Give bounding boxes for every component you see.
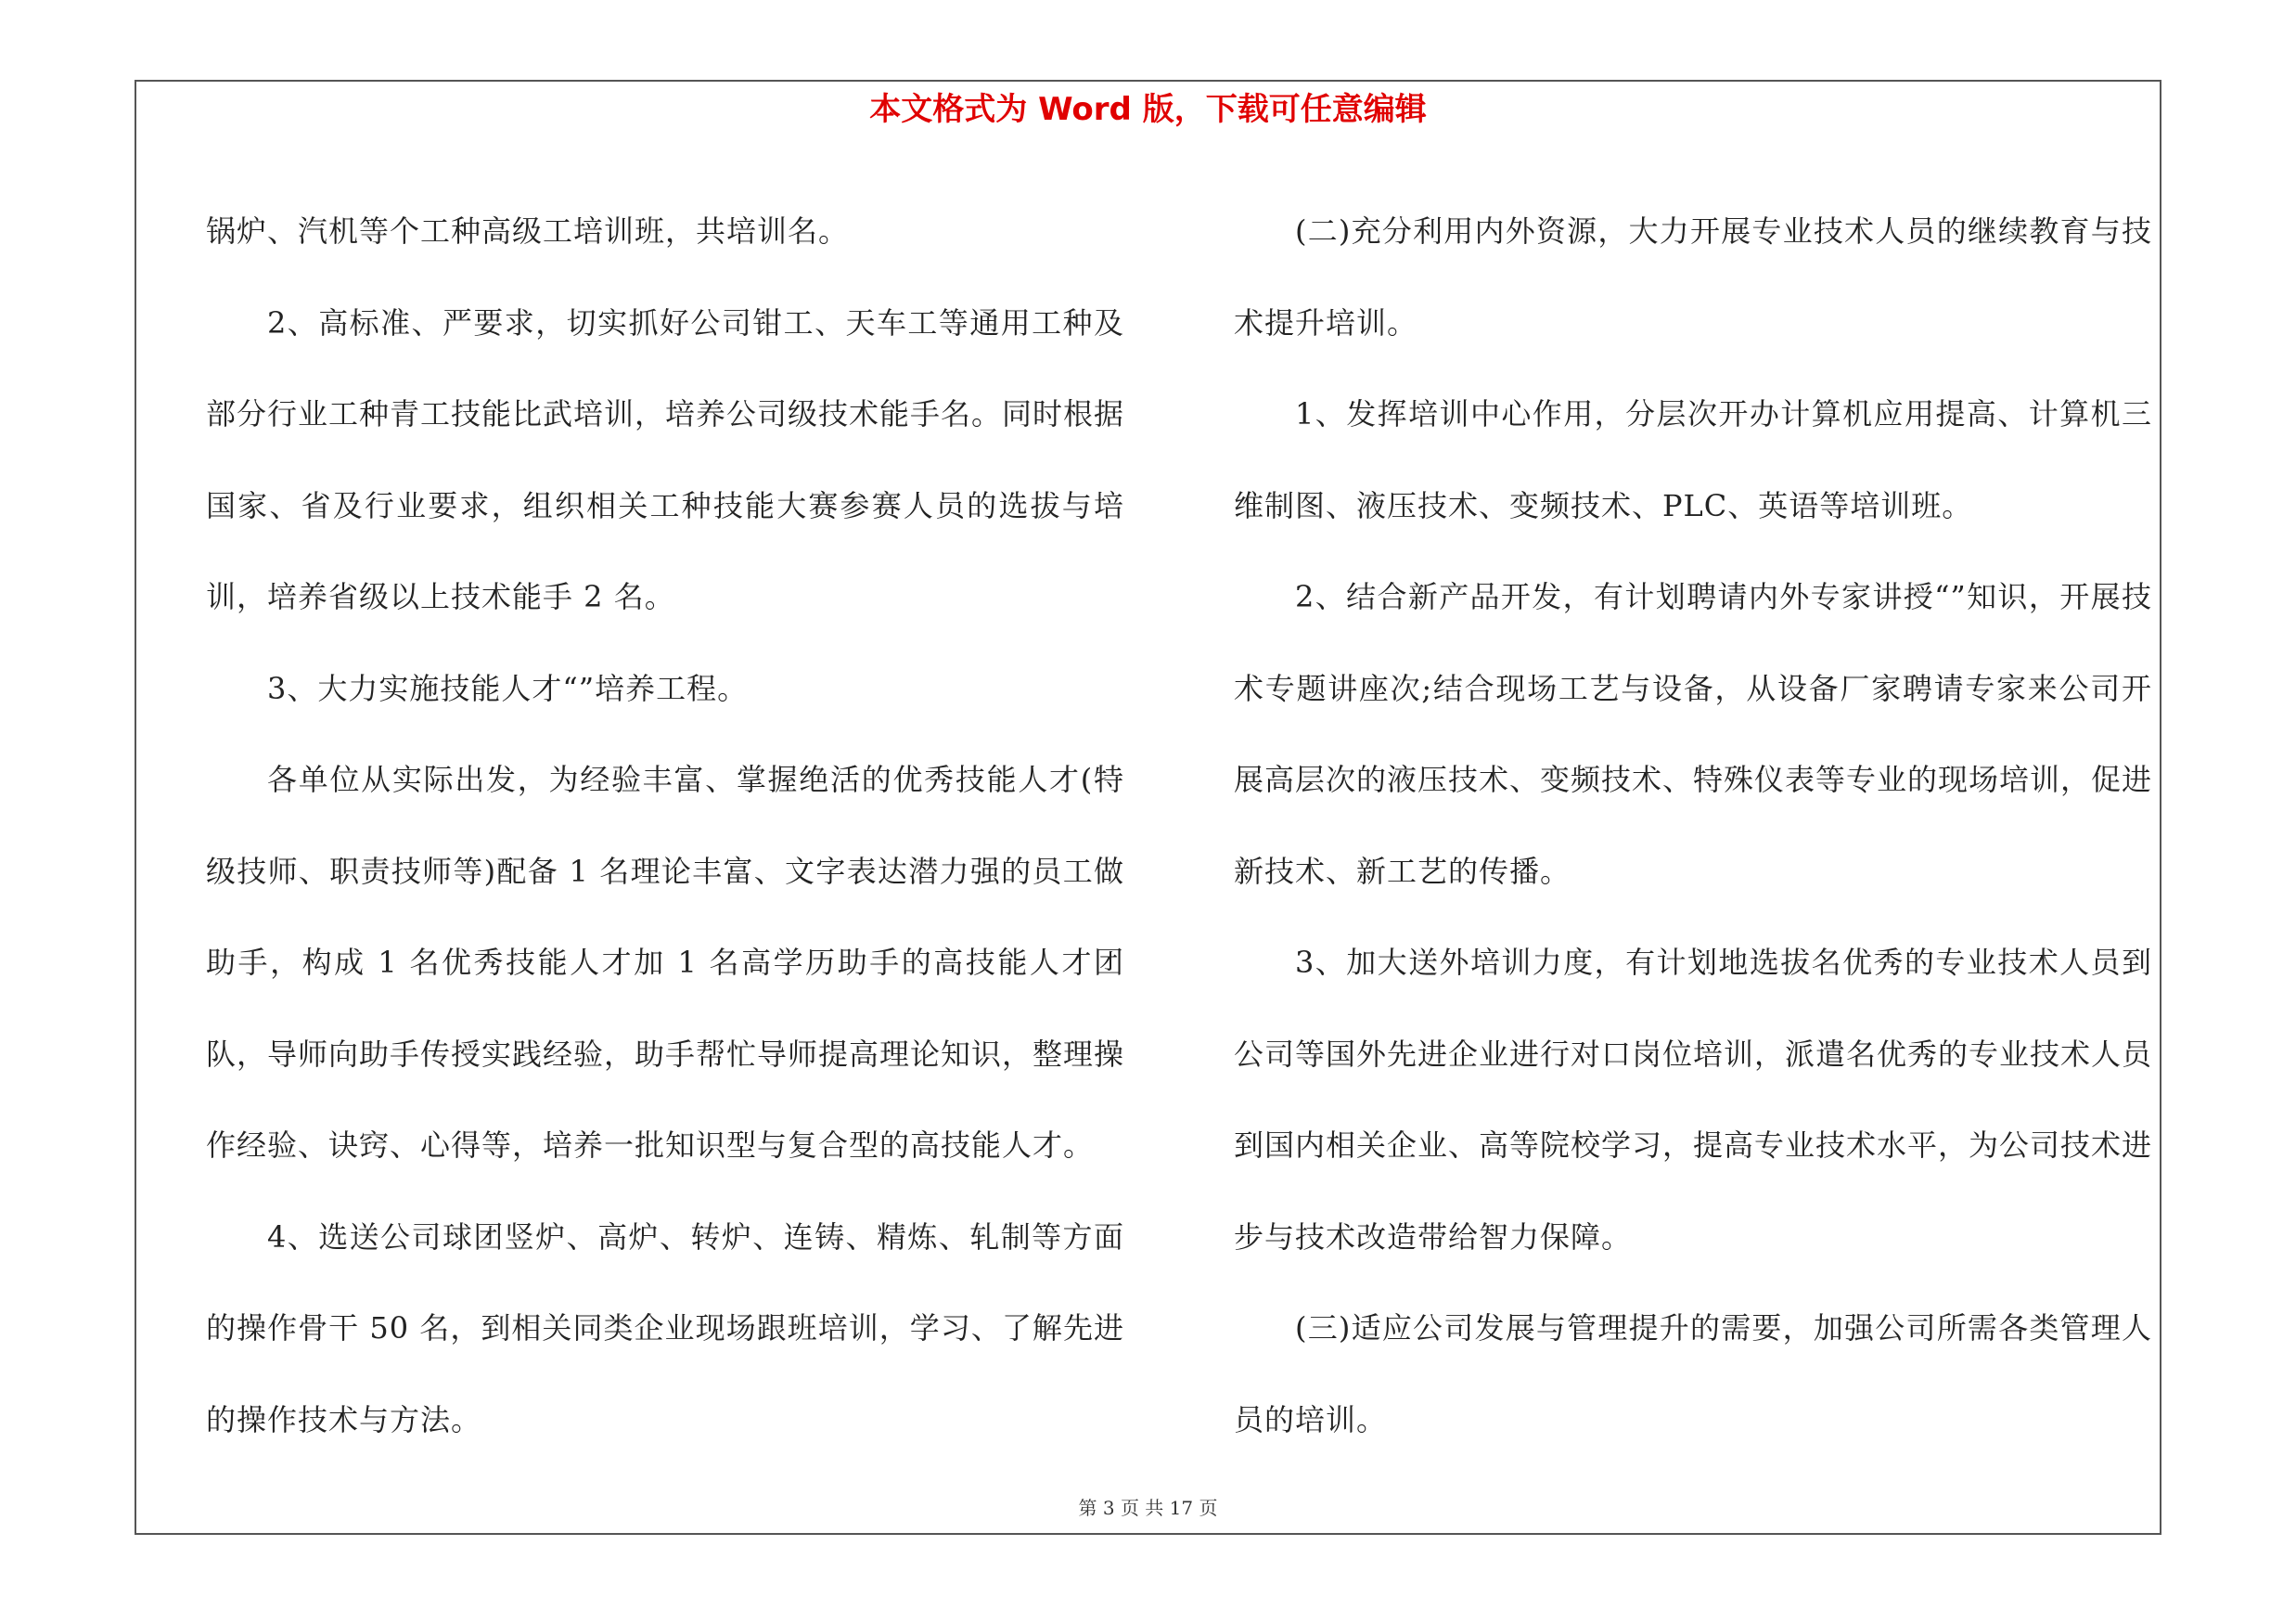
right-paragraph-3: 2、结合新产品开发，有计划聘请内外专家讲授“”知识，开展技术专题讲座次;结合现场工艺与设备，从设备厂家聘请专家来公司开展高层次的液压技术、变频技术、特殊仪表等专业的现场培训，促进新技术、新工艺的传播。	[1234, 579, 2153, 889]
left-paragraph-3: 3、大力实施技能人才“”培养工程。	[267, 670, 749, 706]
page-number-footer	[0, 1496, 2296, 1520]
right-column	[1234, 186, 2152, 1465]
page-prefix: 第	[1078, 1497, 1097, 1519]
right-paragraph-5: (三)适应公司发展与管理提升的需要，加强公司所需各类管理人员的培训。	[1234, 1310, 2152, 1437]
left-column	[206, 186, 1124, 1465]
left-paragraph-2: 2、高标准、严要求，切实抓好公司钳工、天车工等通用工种及部分行业工种青工技能比武培训，培养公司级技术能手名。同时根据国家、省及行业要求，组织相关工种技能大赛参赛人员的选拔与培训，培养省级以上技术能手 2 名。	[206, 304, 1125, 614]
header-banner: 本文格式为 Word 版，下载可任意编辑	[869, 91, 1427, 128]
current-page: 3	[1102, 1497, 1115, 1519]
right-paragraph-4: 3、加大送外培训力度，有计划地选拔名优秀的专业技术人员到公司等国外先进企业进行对口岗位培训，派遣名优秀的专业技术人员到国内相关企业、高等院校学习，提高专业技术水平，为公司技术进步与技术改造带给智力保障。	[1234, 945, 2153, 1255]
left-paragraph-1: 锅炉、汽机等个工种高级工培训班，共培训名。	[206, 213, 850, 249]
page-mid: 页 共	[1120, 1497, 1164, 1519]
right-paragraph-2: 1、发挥培训中心作用，分层次开办计算机应用提高、计算机三维制图、液压技术、变频技术、PLC、英语等培训班。	[1234, 396, 2152, 523]
right-paragraph-1: (二)充分利用内外资源，大力开展专业技术人员的继续教育与技术提升培训。	[1234, 213, 2152, 341]
total-pages: 17	[1169, 1497, 1194, 1519]
left-paragraph-4: 各单位从实际出发，为经验丰富、掌握绝活的优秀技能人才(特级技师、职责技师等)配备 1 名理论丰富、文字表达潜力强的员工做助手，构成 1 名优秀技能人才加 1 名高学历助手的高技能人才团队，导师向助手传授实践经验，助手帮忙导师提高理论知识，整理操作经验、诀窍、心得等，培养一批知识型与复合型的高技能人才。	[206, 762, 1125, 1163]
page-suffix: 页	[1199, 1497, 1218, 1519]
left-paragraph-5: 4、选送公司球团竖炉、高炉、转炉、连铸、精炼、轧制等方面的操作骨干 50 名，到相关同类企业现场跟班培训，学习、了解先进的操作技术与方法。	[206, 1218, 1124, 1437]
